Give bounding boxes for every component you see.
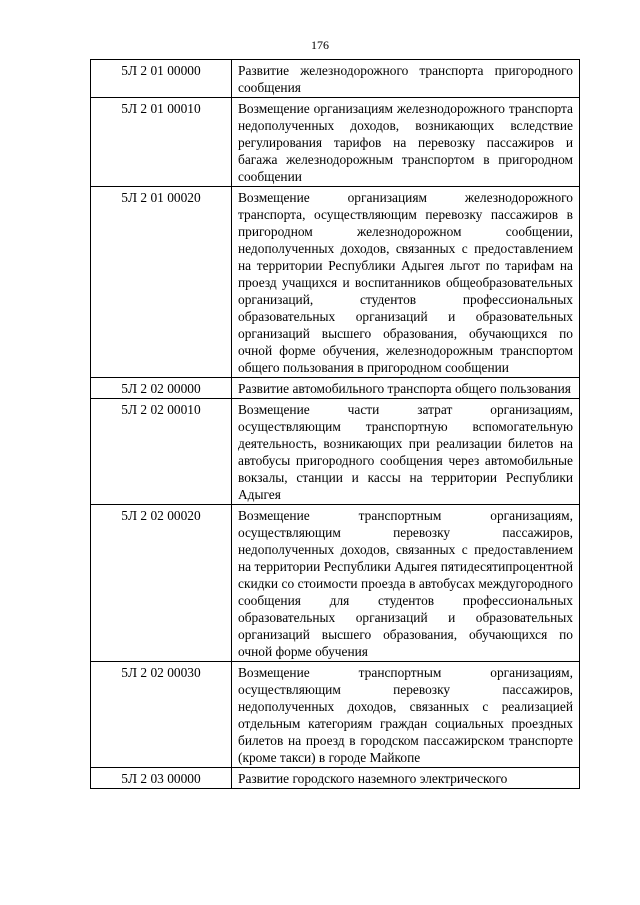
classification-code: 5Л 2 03 00000 xyxy=(91,768,232,789)
classification-description: Развитие городского наземного электрического xyxy=(232,768,580,789)
classification-code: 5Л 2 02 00020 xyxy=(91,505,232,662)
classification-description: Возмещение транспортным организациям, осуществляющим перевозку пассажиров, недополученных доходов, связанных с предоставлением на территории Республики Адыгея пятидесятипроцентной скидки со стоимости проезда в автобусах междугородного сообщения для студентов профессиональных образовательных организаций и образовательных организаций высшего образования, обучающихся по очной форме обучения xyxy=(232,505,580,662)
classification-description: Возмещение транспортным организациям, осуществляющим перевозку пассажиров, недополученных доходов, связанных с реализацией отдельным категориям граждан социальных проездных билетов на проезд в городском пассажирском транспорте (кроме такси) в городе Майкопе xyxy=(232,662,580,768)
table-row xyxy=(91,187,580,378)
classification-code: 5Л 2 01 00020 xyxy=(91,187,232,378)
table-row xyxy=(91,399,580,505)
classification-code: 5Л 2 01 00000 xyxy=(91,60,232,98)
table-row xyxy=(91,98,580,187)
classification-description: Возмещение части затрат организациям, осуществляющим транспортную вспомогательную деятельность, возникающих при реализации билетов на автобусы пригородного сообщения через автомобильные вокзалы, станции и кассы на территории Республики Адыгея xyxy=(232,399,580,505)
budget-classification-table xyxy=(90,59,580,789)
table-row xyxy=(91,60,580,98)
page-number: 176 xyxy=(311,38,329,52)
table-row xyxy=(91,662,580,768)
classification-description: Развитие автомобильного транспорта общего пользования xyxy=(232,378,580,399)
classification-description: Возмещение организациям железнодорожного транспорта недополученных доходов, возникающих вследствие регулирования тарифов на перевозку пассажиров и багажа железнодорожным транспортом в пригородном сообщении xyxy=(232,98,580,187)
classification-code: 5Л 2 02 00030 xyxy=(91,662,232,768)
classification-code: 5Л 2 02 00000 xyxy=(91,378,232,399)
classification-description: Возмещение организациям железнодорожного транспорта, осуществляющим перевозку пассажиров в пригородном железнодорожном сообщении, недополученных доходов, связанных с предоставлением на территории Республики Адыгея льгот по тарифам на проезд учащихся и воспитанников общеобразовательных организаций, студентов профессиональных образовательных организаций и образовательных организаций высшего образования, обучающихся по очной форме обучения, железнодорожным транспортом общего пользования в пригородном сообщении xyxy=(232,187,580,378)
table-row xyxy=(91,378,580,399)
classification-code: 5Л 2 01 00010 xyxy=(91,98,232,187)
classification-description: Развитие железнодорожного транспорта пригородного сообщения xyxy=(232,60,580,98)
table-row xyxy=(91,768,580,789)
table-row xyxy=(91,505,580,662)
classification-code: 5Л 2 02 00010 xyxy=(91,399,232,505)
